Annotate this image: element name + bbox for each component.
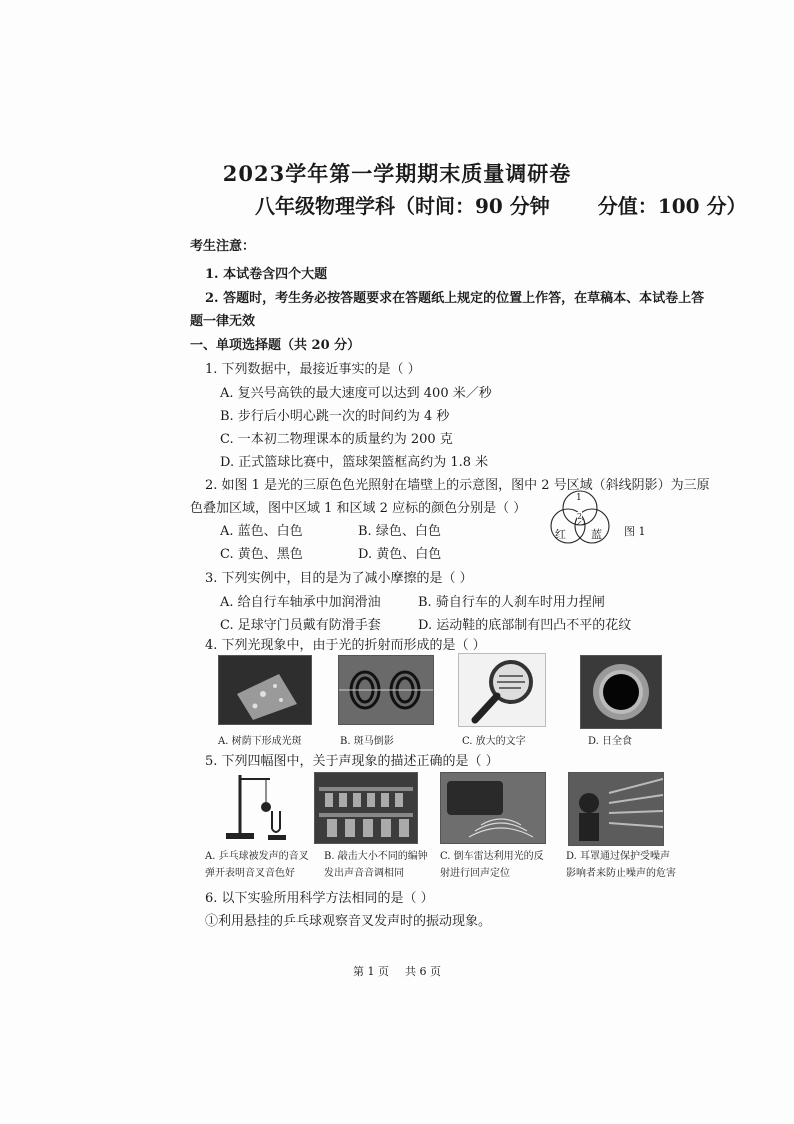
q5-image-earmuffs-worker (568, 772, 664, 846)
page-footer (0, 963, 794, 979)
q3-option-a: A. 给自行车轴承中加润滑油 (220, 595, 381, 610)
q3-option-d: D. 运动鞋的底部制有凹凸不平的花纹 (418, 618, 632, 633)
q5-image-tuning-fork-ping-pong (218, 771, 296, 843)
q1-option-c: C. 一本初二物理课本的质量约为 200 克 (220, 432, 453, 447)
q5-image-reversing-radar (440, 772, 546, 844)
venn-label-blue: 蓝 (591, 528, 602, 541)
notice-item-1: 1. 本试卷含四个大题 (205, 267, 328, 282)
q2-option-a: A. 蓝色、白色 (220, 524, 303, 539)
q5-caption-b: B. 敲击大小不同的编钟发出声音音调相同 (324, 851, 428, 879)
q2-option-c: C. 黄色、黑色 (220, 547, 303, 562)
venn-label-red: 红 (555, 528, 566, 541)
page-number: 第 1 页 (353, 965, 389, 978)
q3-stem: 3. 下列实例中，目的是为了减小摩擦的是（ ） (205, 571, 473, 586)
exam-subtitle (255, 190, 747, 219)
q6-stem: 6. 以下实验所用科学方法相同的是（ ） (205, 891, 434, 906)
q5-caption-a: A. 乒乓球被发声的音叉弹开表明音叉音色好 (205, 851, 309, 879)
q5-stem: 5. 下列四幅图中，关于声现象的描述正确的是（ ） (205, 754, 499, 769)
figure-1-caption: 图 1 (624, 525, 646, 538)
q1-option-d: D. 正式篮球比赛中，篮球架篮框高约为 1.8 米 (220, 455, 489, 470)
q4-caption-d: D. 日全食 (588, 736, 633, 747)
notice-item-2-line-2: 题一律无效 (190, 314, 256, 329)
q5-image-chime-bells (314, 772, 418, 844)
notice-heading: 考生注意： (190, 239, 256, 254)
q2-stem-line-1: 2. 如图 1 是光的三原色色光照射在墙壁上的示意图，图中 2 号区域（斜线阴影）为三原 (205, 478, 710, 493)
q4-image-tree-shade-light-spots (218, 655, 312, 725)
q3-option-c: C. 足球守门员戴有防滑手套 (220, 618, 381, 633)
venn-label-1: 1 (576, 493, 582, 503)
venn-label-2: 2 (577, 512, 583, 521)
q4-caption-c: C. 放大的文字 (462, 736, 526, 747)
q5-caption-d: D. 耳罩通过保护受噪声影响者来防止噪声的危害 (566, 851, 676, 879)
notice-item-2-line-1: 2. 答题时，考生务必按答题要求在答题纸上规定的位置上作答，在草稿本、本试卷上答 (205, 291, 705, 306)
q6-item-1: ①利用悬挂的乒乓球观察音叉发声时的振动现象。 (205, 914, 492, 929)
q4-caption-a: A. 树荫下形成光斑 (218, 736, 302, 747)
q2-option-b: B. 绿色、白色 (358, 524, 441, 539)
q2-stem-line-2: 色叠加区域，图中区域 1 和区域 2 应标的颜色分别是（ ） (190, 501, 527, 516)
subject-and-time: 八年级物理学科（时间：90 分钟 (255, 194, 550, 218)
q5-caption-c: C. 倒车雷达利用光的反射进行回声定位 (440, 851, 544, 879)
q1-option-a: A. 复兴号高铁的最大速度可以达到 400 米／秒 (220, 386, 492, 401)
three-color-venn-figure (540, 488, 620, 550)
q1-stem: 1. 下列数据中，最接近事实的是（ ） (205, 362, 421, 377)
q2-option-d: D. 黄色、白色 (358, 547, 442, 562)
q3-option-b: B. 骑自行车的人刹车时用力捏闸 (418, 595, 605, 610)
total-score: 分值：100 分） (597, 194, 747, 218)
q4-image-solar-eclipse (580, 655, 662, 729)
section-1-heading: 一、单项选择题（共 20 分） (190, 338, 361, 353)
q4-caption-b: B. 斑马倒影 (340, 736, 394, 747)
q4-image-zebra-reflection (338, 655, 434, 725)
total-pages: 共 6 页 (405, 965, 441, 978)
q4-stem: 4. 下列光现象中，由于光的折射而形成的是（ ） (205, 638, 486, 653)
q4-image-magnifying-glass (458, 653, 546, 727)
q1-option-b: B. 步行后小明心跳一次的时间约为 4 秒 (220, 409, 450, 424)
exam-title: 2023学年第一学期期末质量调研卷 (222, 161, 572, 186)
